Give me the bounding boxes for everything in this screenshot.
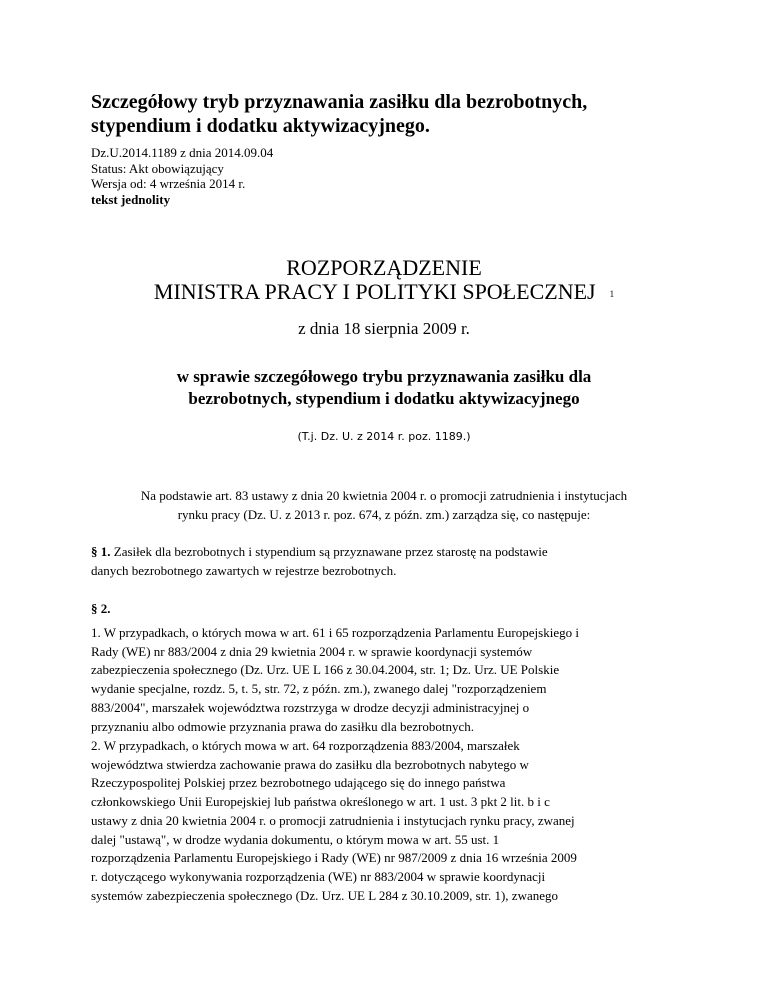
paragraph-line: Rady (WE) nr 883/2004 z dnia 29 kwietnia 2004 r. w sprawie koordynacji systemów: [91, 643, 533, 659]
paragraph-line: 2. W przypadkach, o których mowa w art. 64 rozporządzenia 883/2004, marszałek: [91, 738, 520, 753]
paragraph-line: przyznaniu albo odmowie przyznania prawa do zasiłku dla bezrobotnych.: [91, 718, 474, 734]
legal-basis-line: Na podstawie art. 83 ustawy z dnia 20 kwietnia 2004 r. o promocji zatrudnienia i instytucjach: [140, 488, 628, 503]
paragraph-line: województwa stwierdza zachowanie prawa do zasiłku dla bezrobotnych nabytego w: [91, 756, 529, 772]
document-title: [91, 90, 691, 138]
section-1-marker: § 1.: [91, 544, 111, 559]
section-1-line: [91, 543, 548, 562]
legal-status: Status: Akt obowiązujący: [91, 160, 224, 176]
text-type: tekst jednolity: [91, 191, 171, 207]
paragraph-line: Rzeczypospolitej Polskiej przez bezrobotnego udającego się do innego państwa: [91, 775, 506, 791]
paragraph-line: rozporządzenia Parlamentu Europejskiego i Rady (WE) nr 987/2009 z dnia 16 września 2009: [91, 850, 577, 866]
act-type-heading: ROZPORZĄDZENIE: [286, 255, 482, 280]
issuing-authority-text: MINISTRA PRACY I POLITYKI SPOŁECZNEJ: [153, 279, 596, 304]
section-1-line: danych bezrobotnego zawartych w rejestrze bezrobotnych.: [91, 562, 397, 578]
section-2-paragraph-1: [91, 624, 579, 736]
paragraph-line: ustawy z dnia 20 kwietnia 2004 r. o promocji zatrudnienia i instytucjach rynku pracy, zwanej: [91, 812, 575, 828]
version-date: Wersja od: 4 września 2014 r.: [91, 176, 246, 191]
paragraph-line: wydanie specjalne, rozdz. 5, t. 5, str. 72, z późn. zm.), zwanego dalej "rozporządzeniem: [91, 681, 547, 697]
act-subject-line: w sprawie szczegółowego trybu przyznawania zasiłku dla: [176, 367, 592, 386]
section-2-paragraph-2: [91, 737, 577, 905]
legal-basis-intro: [0, 486, 768, 524]
act-subject: [0, 366, 768, 410]
paragraph-line: 1. W przypadkach, o których mowa w art. 61 i 65 rozporządzenia Parlamentu Europejskiego i: [91, 625, 579, 640]
document-metadata: [91, 145, 273, 207]
section-1-text: Zasiłek dla bezrobotnych i stypendium są przyznawane przez starostę na podstawie: [110, 544, 548, 559]
issuing-authority-heading: [0, 278, 768, 308]
paragraph-line: systemów zabezpieczenia społecznego (Dz. Urz. UE L 284 z 30.10.2009, str. 1), zwanego: [91, 887, 558, 903]
paragraph-line: r. dotyczącego wykonywania rozporządzenia (WE) nr 883/2004 w sprawie koordynacji: [91, 868, 546, 884]
document-title-line: stypendium i dodatku aktywizacyjnego.: [91, 115, 430, 137]
act-date: z dnia 18 sierpnia 2009 r.: [298, 319, 470, 338]
section-2-marker: § 2.: [91, 601, 111, 616]
paragraph-line: zabezpieczenia społecznego (Dz. Urz. UE L 166 z 30.04.2004, str. 1; Dz. Urz. UE Polskie: [91, 662, 560, 678]
legal-basis-line: rynku pracy (Dz. U. z 2013 r. poz. 674, z późn. zm.) zarządza się, co następuje:: [177, 507, 591, 522]
paragraph-line: członkowskiego Unii Europejskiej lub państwa określonego w art. 1 ust. 3 pkt 2 lit. b i c: [91, 794, 550, 810]
section-1: [91, 543, 548, 580]
footnote-marker[interactable]: 1: [609, 289, 615, 299]
act-subject-line: bezrobotnych, stypendium i dodatku aktywizacyjnego: [188, 389, 580, 408]
paragraph-line: 883/2004", marszałek województwa rozstrzyga w drodze decyzji administracyjnej o: [91, 699, 530, 715]
document-title-line: Szczegółowy tryb przyznawania zasiłku dla bezrobotnych,: [91, 91, 588, 113]
paragraph-line: dalej "ustawą", w drodze wydania dokumentu, o którym mowa w art. 55 ust. 1: [91, 831, 500, 847]
consolidated-text-reference: (T.j. Dz. U. z 2014 r. poz. 1189.): [297, 430, 471, 443]
journal-reference: Dz.U.2014.1189 z dnia 2014.09.04: [91, 145, 274, 160]
